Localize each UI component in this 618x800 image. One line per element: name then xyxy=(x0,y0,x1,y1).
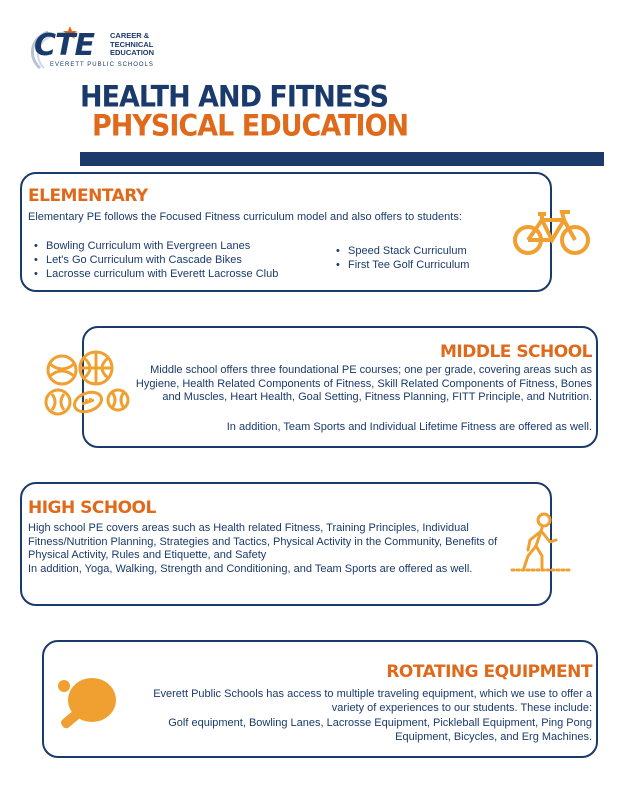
middle-school-body: Middle school offers three foundational PE courses; one per grade, covering areas such as Hygiene, Health Related Components of Fitness, Skill Related Components of Fitness, Bones and Muscles, Heart Health, Goal Setting, Fitness Planning, FITT Principle, and Nutrition. xyxy=(135,364,592,403)
sports-balls-icon xyxy=(42,350,132,420)
high-school-body-2: In addition, Yoga, Walking, Strength and Conditioning, and Team Sports are offered as well. xyxy=(28,563,473,575)
high-school-body: High school PE covers areas such as Health related Fitness, Training Principles, Individual Fitness/Nutrition Planning, Strategies and Tactics, Physical Activity in the Community, Benefits of Physical Activity, Rules and Etiquette, and Safety xyxy=(28,522,498,561)
list-item: • First Tee Golf Curriculum xyxy=(334,258,514,272)
middle-school-title: MIDDLE SCHOOL xyxy=(439,342,592,362)
cte-logo xyxy=(26,24,176,76)
page-title: HEALTH AND FITNESS xyxy=(80,80,389,115)
high-school-title: HIGH SCHOOL xyxy=(28,498,156,518)
middle-school-body-2: In addition, Team Sports and Individual Lifetime Fitness are offered as well. xyxy=(226,421,592,433)
elementary-list-left xyxy=(32,239,332,281)
logo-line: CAREER & xyxy=(110,31,150,40)
logo-mark: CTE xyxy=(34,28,94,63)
rotating-equipment-title: ROTATING EQUIPMENT xyxy=(386,662,592,682)
elementary-list-right xyxy=(334,244,514,272)
page-subtitle: PHYSICAL EDUCATION xyxy=(92,109,409,144)
logo-line: TECHNICAL xyxy=(110,39,154,49)
walking-person-icon xyxy=(508,510,574,576)
logo-text xyxy=(110,32,154,58)
bicycle-icon xyxy=(512,206,592,258)
rotating-equipment-body-2: Golf equipment, Bowling Lanes, Lacrosse Equipment, Pickleball Equipment, Ping Pong Equipment, Bicycles, and Erg Machines. xyxy=(168,717,592,743)
title-divider xyxy=(80,152,604,166)
ping-pong-paddle-icon xyxy=(52,672,124,736)
list-item: • Lacrosse curriculum with Everett Lacrosse Club xyxy=(32,267,332,281)
logo-subtitle: EVERETT PUBLIC SCHOOLS xyxy=(50,62,154,68)
rotating-equipment-body: Everett Public Schools has access to multiple traveling equipment, which we use to offer a variety of experiences to our students. These include: xyxy=(153,688,592,714)
elementary-intro: Elementary PE follows the Focused Fitness curriculum model and also offers to students: xyxy=(28,211,462,223)
list-item: • Speed Stack Curriculum xyxy=(334,244,514,258)
elementary-title: ELEMENTARY xyxy=(28,186,148,206)
list-item: • Bowling Curriculum with Evergreen Lanes xyxy=(32,239,332,253)
logo-line: EDUCATION xyxy=(110,48,155,57)
list-item: • Let's Go Curriculum with Cascade Bikes xyxy=(32,253,332,267)
